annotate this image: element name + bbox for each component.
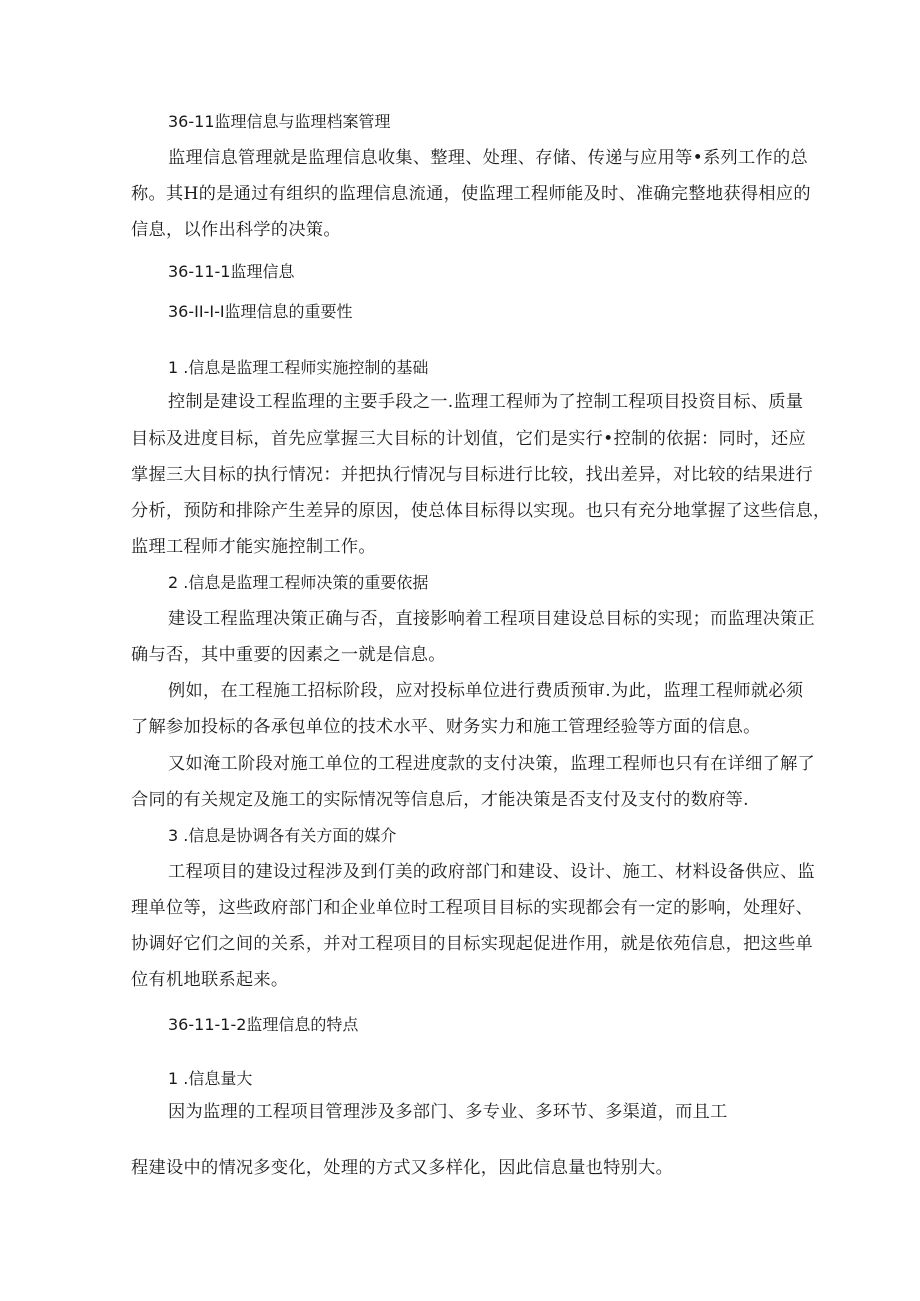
paragraph-line: 信息，以作出科学的决策。: [131, 220, 341, 240]
paragraph-line: 目标及进度目标，首先应掌握三大目标的计划值，它们是实行•控制的依据：同时，还应: [131, 429, 806, 449]
paragraph-line: 控制是建设工程监理的主要手段之一.监理工程师为了控制工程项目投资目标、质量: [168, 392, 804, 412]
paragraph-line: 称。其H的是通过有组织的监理信息流通，使监理工程师能及时、准确完整地获得相应的: [131, 184, 811, 204]
subsection-heading: 36-11-1监理信息: [168, 262, 295, 281]
paragraph-line: 确与否，其中重要的因素之一就是信息。: [131, 645, 446, 665]
section-heading: 36-11监理信息与监理档案管理: [168, 112, 391, 131]
paragraph-line: 因为监理的工程项目管理涉及多部门、多专业、多环节、多渠道，而且工: [168, 1102, 728, 1122]
paragraph-line: 掌握三大目标的执行情况：并把执行情况与目标进行比较，找出差异，对比较的结果进行: [131, 465, 814, 485]
paragraph-line: 协调好它们之间的关系，并对工程项目的目标实现起促进作用，就是依苑信息，把这些单: [131, 934, 814, 954]
paragraph-line: 合同的有关规定及施工的实际情况等信息后，才能决策是否支付及支付的数府等.: [131, 790, 749, 810]
paragraph-line: 监理工程师才能实施控制工作。: [131, 537, 376, 557]
list-item-heading: 2 .信息是监理工程师决策的重要依据: [168, 573, 429, 592]
paragraph-line: 位有机地联系起来。: [131, 970, 289, 990]
paragraph-line: 工程项目的建设过程涉及到仃美的政府部门和建设、设计、施工、材料设备供应、监: [168, 862, 816, 882]
paragraph-line: 了解参加投标的各承包单位的技术水平、财务实力和施工管理经验等方面的信息。: [131, 717, 761, 737]
paragraph-line: 监理信息管理就是监理信息收集、整理、处理、存储、传递与应用等•系列工作的总: [168, 148, 808, 168]
paragraph-line: 理单位等，这些政府部门和企业单位时工程项目目标的实现都会有一定的影响，处理好、: [131, 898, 814, 918]
paragraph-line: 例如，在工程施工招标阶段，应对投标单位进行费质预审.为此，监理工程师就必须: [168, 681, 804, 701]
list-item-heading: 1 .信息量大: [168, 1069, 253, 1088]
paragraph-line: 程建设中的情况多变化，处理的方式又多样化，因此信息量也特别大。: [131, 1158, 674, 1178]
paragraph-line: 分析，预防和排除产生差异的原因，使总体目标得以实现。也只有充分地掌握了这些信息，: [131, 501, 831, 521]
paragraph-line: 又如淹工阶段对施工单位的工程进度款的支付决策，监理工程师也只有在详细了解了: [168, 754, 816, 774]
subsection-heading: 36-II-I-I监理信息的重要性: [168, 302, 353, 321]
paragraph-line: 建设工程监理决策正确与否，直接影响着工程项目建设总目标的实现；而监理决策正: [168, 609, 816, 629]
subsection-heading: 36-11-1-2监理信息的特点: [168, 1015, 359, 1034]
list-item-heading: 1 .信息是监理工程师实施控制的基础: [168, 358, 429, 377]
list-item-heading: 3 .信息是协调各有关方面的媒介: [168, 826, 397, 845]
